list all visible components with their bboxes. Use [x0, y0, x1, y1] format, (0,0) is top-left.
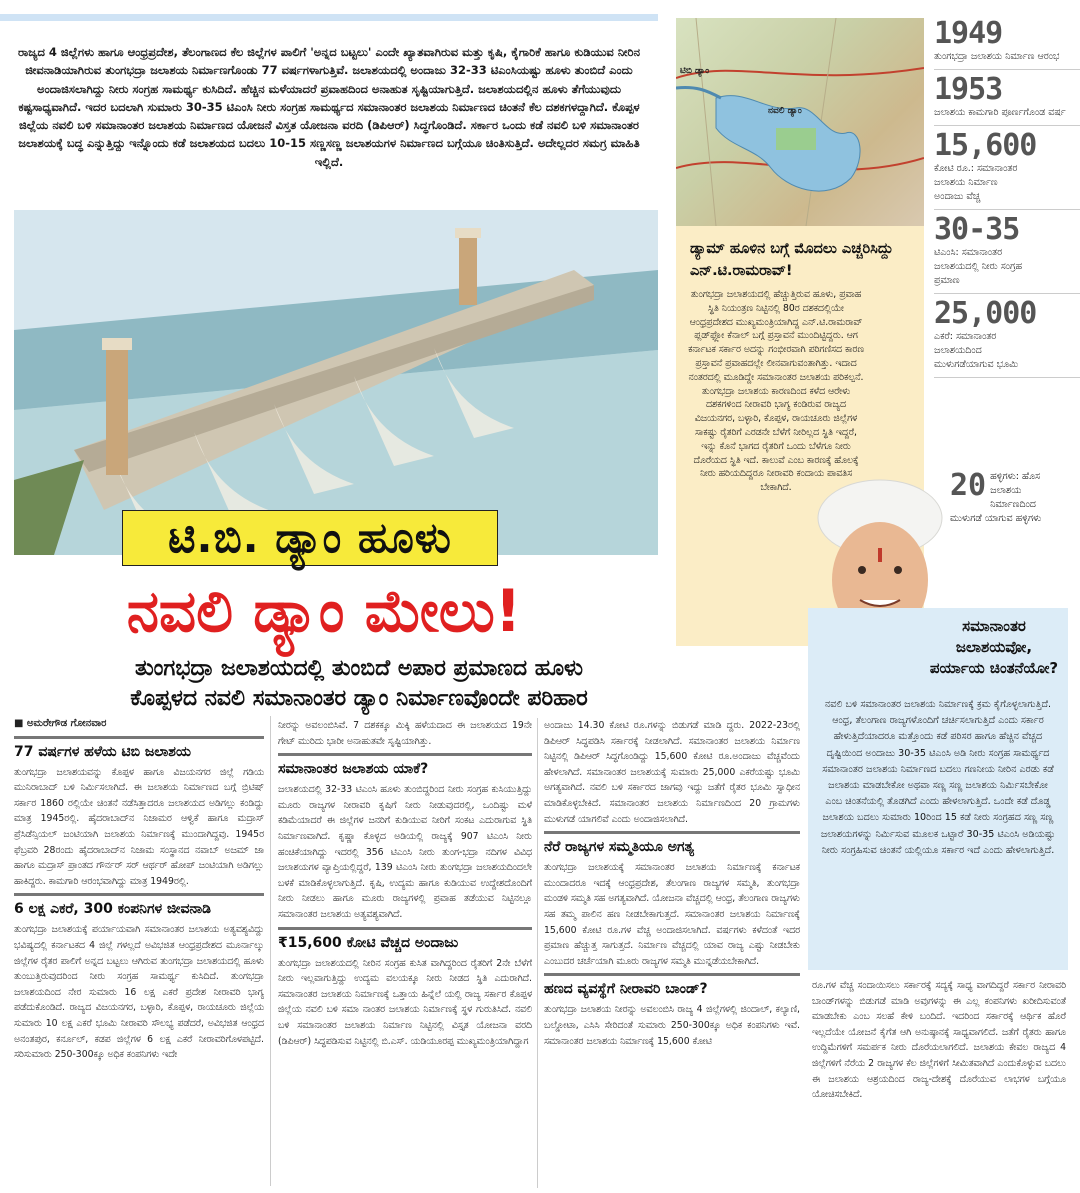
- section-heading: 6 ಲಕ್ಷ ಎಕರೆ, 300 ಕಂಪನಿಗಳ ಜೀವನಾಡಿ: [14, 893, 264, 919]
- map-illustration: [676, 18, 924, 226]
- stat-number: 25,000: [934, 296, 1037, 331]
- subhead-1: ತುಂಗಭದ್ರಾ ಜಲಾಶಯದಲ್ಲಿ ತುಂಬಿದೆ ಅಪಾರ ಪ್ರಮಾಣದ ಹೂಳು: [135, 656, 583, 681]
- stat-number: 1953: [934, 72, 1003, 107]
- stat-label: ಎಕರೆ: ಸಮಾನಾಂತರ ಜಲಾಶಯದಿಂದ ಮುಳುಗಡೆಯಾಗುವ ಭೂಮಿ: [934, 331, 1019, 370]
- paragraph: ಜಲಾಶಯದಲ್ಲಿ 32-33 ಟಿಎಂಸಿ ಹೂಳು ತುಂಬಿದ್ದರಿಂದ ನೀರು ಸಂಗ್ರಹ ಕುಸಿಯುತ್ತಿದ್ದು ಮೂರು ರಾಜ್ಯಗಳ ನೀರಾವರಿ ಕೃಷಿಗೆ ನೀರು ನೀಡುವುದರಲ್ಲಿ, ಒಂದಿಷ್ಟು ಮಳೆ ಕಡಿಮೆಯಾದರೆ ಈ ಜಿಲ್ಲೆಗಳ ಜನರಿಗೆ ಕುಡಿಯುವ ನೀರಿಗೆ ಸಂಕಟ ಎದುರಾಗುವ ಸ್ಥಿತಿ ನಿರ್ಮಾಣವಾಗಿದೆ. ಕೃಷ್ಣಾ ಕೊಳ್ಳದ ಅಡಿಯಲ್ಲಿ ರಾಜ್ಯಕ್ಕೆ 907 ಟಿಎಂಸಿ ನೀರು ಹಂಚಿಕೆಯಾಗಿದ್ದು ಇದರಲ್ಲಿ 356 ಟಿಎಂಸಿ ನೀರು ತುಂಗ-ಭದ್ರಾ ನದಿಗಳ ವಿವಿಧ ಜಲಾಶಯಗಳ ವ್ಯಾಪ್ತಿಯಲ್ಲಿದ್ದರೆ, 139 ಟಿಎಂಸಿ ನೀರು ತುಂಗಭದ್ರಾ ಜಲಾಶಯದಿಂದಲೇ ಬಳಕೆ ಮಾಡಿಕೊಳ್ಳಲಾಗುತ್ತಿದೆ. ಕೃಷಿ, ಉದ್ಯಮ ಹಾಗೂ ಕುಡಿಯುವ ಉದ್ದೇಶದೊಂದಿಗೆ ನೀರು ನೀಡಲು ಹಾಗೂ ಮೂರು ರಾಜ್ಯಗಳಲ್ಲಿ ಪ್ರವಾಹ ತಡೆಯುವ ನಿಟ್ಟಿನಲ್ಲೂ ಸಮಾನಾಂತರ ಜಲಾಶಯ ಅತ್ಯವಶ್ಯವಾಗಿದೆ.: [278, 784, 532, 920]
- stat-item: [934, 14, 1080, 70]
- main-headline: ನವಲಿ ಡ್ಯಾಂ ಮೇಲು!: [126, 577, 522, 645]
- ntr-body: ತುಂಗಭದ್ರಾ ಜಲಾಶಯದಲ್ಲಿ ಹೆಚ್ಚುತ್ತಿರುವ ಹೂಳು, ಪ್ರವಾಹ ಸ್ಥಿತಿ ನಿಯಂತ್ರಣ ನಿಟ್ಟಿನಲ್ಲಿ 80ರ ದಶಕದಲ್ಲಿಯೇ ಆಂಧ್ರಪ್ರದೇಶದ ಮುಖ್ಯಮಂತ್ರಿಯಾಗಿದ್ದ ಎನ್.ಟಿ.ರಾಮರಾವ್ ಪ್ಲಡ್‌ಫ್ಲೋ ಕೆನಾಲ್ ಬಗ್ಗೆ ಪ್ರಸ್ತಾವನೆ ಮುಂದಿಟ್ಟಿದ್ದರು. ಆಗ ಕರ್ನಾಟಕ ಸರ್ಕಾರ ಅದನ್ನು ಗಂಭೀರವಾಗಿ ಪರಿಗಣಿಸದ ಕಾರಣ ಪ್ರಸ್ತಾವನೆ ಪ್ರವಾಹದಲ್ಲೇ ಲೀನವಾಗುವಂತಾಗಿತ್ತು. ಇದಾದ ನಂತರದಲ್ಲಿ ಮೂಡಿದ್ದೇ ಸಮಾನಾಂತರ ಜಲಾಶಯ ಪರಿಕಲ್ಪನೆ. ತುಂಗಭದ್ರಾ ಜಲಾಶಯ ಕಾರಣದಿಂದ ಕಳೆದ ಆರೇಳು ದಶಕಗಳಿಂದ ನೀರಾವರಿ ಭಾಗ್ಯ ಕಂಡಿರುವ ರಾಜ್ಯದ ವಿಜಯನಗರ, ಬಳ್ಳಾರಿ, ಕೊಪ್ಪಳ, ರಾಯಚೂರು ಜಿಲ್ಲೆಗಳ ಸಾಕಷ್ಟು ರೈತರಿಗೆ ಎರಡನೇ ಬೆಳೆಗೆ ನೀರಿಲ್ಲದ ಸ್ಥಿತಿ ಇದ್ದರೆ, ಇನ್ನು ಕೊನೆ ಭಾಗದ ರೈತರಿಗೆ ಒಂದು ಬೆಳೆಗೂ ನೀರು ದೊರೆಯದ ಸ್ಥಿತಿ ಇದೆ. ಕಾಲುವೆ ಎಂಬ ಕಾರಣಕ್ಕೆ ಹೊಲಕ್ಕೆ ನೀರು ಹರಿಯದಿದ್ದರೂ ನೀರಾವರಿ ಕಂದಾಯ ಪಾವತಿಸ ಬೇಕಾಗಿದೆ.: [688, 289, 864, 494]
- dam-illustration: [14, 210, 658, 555]
- map-label-navali-dam: ನವಲಿ ಡ್ಯಾಂ: [768, 106, 802, 116]
- map-label-tb-dam: ಟಿಬಿ ಡ್ಯಾಂ: [680, 66, 710, 76]
- stat-number: 30-35: [934, 212, 1020, 247]
- parallel-reservoir-box: [808, 608, 1068, 970]
- stat-item: [934, 210, 1080, 294]
- ntr-title: ಡ್ಯಾಮ್ ಹೂಳಿನ ಬಗ್ಗೆ ಮೊದಲು ಎಚ್ಚರಿಸಿದ್ದು ಎನ್.ಟಿ.ರಾಮರಾವ್!: [690, 241, 894, 279]
- paragraph: ತುಂಗಭದ್ರಾ ಜಲಾಶಯವನ್ನು ಕೊಪ್ಪಳ ಹಾಗೂ ವಿಜಯನಗರ ಜಿಲ್ಲೆ ಗಡಿಯ ಮುನಿರಾಬಾದ್ ಬಳಿ ನಿರ್ಮಿಸಲಾಗಿದೆ. ಈ ಜಲಾಶಯ ನಿರ್ಮಾಣದ ಬಗ್ಗೆ ಬ್ರಿಟಿಷ್ ಸರ್ಕಾರ 1860 ರಲ್ಲಿಯೇ ಚಿಂತನೆ ನಡೆಸಿತ್ತಾದರೂ ಜಲಾಶಯದ ಅಡಿಗಲ್ಲು ಕಂಡಿದ್ದು ಮಾತ್ರ 1945ರಲ್ಲಿ. ಹೈದರಾಬಾದ್‌ನ ನಿಜಾಮರ ಆಳ್ವಿಕೆ ಹಾಗೂ ಮದ್ರಾಸ್ ಪ್ರೆಸಿಡೆನ್ಸಿಯಲ್ ಜಂಟಿಯಾಗಿ ಜಲಾಶಯ ನಿರ್ಮಾಣಕ್ಕೆ ಮುಂದಾಗಿದ್ದವು. 1945ರ ಫೆಬ್ರವರಿ 28ರಂದು ಹೈದರಾಬಾದ್‌ನ ನಿಜಾಮ ಸಂಸ್ಥಾನದ ನವಾಬ್ ಅಜಮ್ ಜಾ ಹಾಗೂ ಮದ್ರಾಸ್ ಪ್ರಾಂತದ ಗೌರ್ನರ್ ಸರ್ ಆರ್ಥರ್ ಹೋಪ್ ಜಂಟಿಯಾಗಿ ಅಡಿಗಲ್ಲು ಹಾಕಿದ್ದರು. ಕಾಮಗಾರಿ ಆರಂಭವಾಗಿದ್ದು ಮಾತ್ರ 1949ರಲ್ಲಿ.: [14, 766, 264, 887]
- byline: ■ ಅಮರೇಗೌಡ ಗೋನವಾರ: [14, 718, 107, 729]
- article-column-3: [544, 718, 800, 1049]
- stat-item: [934, 294, 1080, 378]
- parallel-body: ನವಲಿ ಬಳಿ ಸಮಾನಾಂತರ ಜಲಾಶಯ ನಿರ್ಮಾಣಕ್ಕೆ ಕ್ರಮ ಕೈಗೊಳ್ಳಲಾಗುತ್ತಿದೆ. ಆಂಧ್ರ, ತೆಲಂಗಾಣ ರಾಜ್ಯಗಳೊಂದಿಗೆ ಚರ್ಚಿಸಲಾಗುತ್ತಿದೆ ಎಂದು ಸರ್ಕಾರ ಹೇಳುತ್ತಿದೆಯಾದರೂ ಮತ್ತೊಂದು ಕಡೆ ಪರಿಸರ ಹಾಗೂ ಹೆಚ್ಚಿನ ವೆಚ್ಚದ ದೃಷ್ಟಿಯಿಂದ ಅಂದಾಜು 30-35 ಟಿಎಂಸಿ ಅಡಿ ನೀರು ಸಂಗ್ರಹ ಸಾಮರ್ಥ್ಯದ ಸಮಾನಾಂತರ ಜಲಾಶಯ ನಿರ್ಮಾಣದ ಬದಲು ಗಣನೀಯ ನೀರಿನ ಎರಡು ಕಡೆ ಜಲಾಶಯ ಮಾಡಬೇಕೋ ಅಥವಾ ಸಣ್ಣ ಸಣ್ಣ ಜಲಾಶಯ ನಿರ್ಮಿಸಬೇಕೋ ಎಂಬ ಚಿಂತನೆಯಲ್ಲಿ ತೊಡಗಿದೆ ಎಂದು ಹೇಳಲಾಗುತ್ತಿದೆ. ಒಂದೇ ಕಡೆ ದೊಡ್ಡ ಜಲಾಶಯ ಬದಲು ಸುಮಾರು 10ರಿಂದ 15 ಕಡೆ ನೀರು ಸಂಗ್ರಹದ ಸಣ್ಣ ಸಣ್ಣ ಜಲಾಶಯಗಳನ್ನು ನಿರ್ಮಿಸುವ ಮೂಲಕ ಒಟ್ಟಾರೆ 30-35 ಟಿಎಂಸಿ ಅಡಿಯಷ್ಟು ನೀರು ಸಂಗ್ರಹಿಸುವ ಚಿಂತನೆ ಯಲ್ಲಿಯೂ ಸರ್ಕಾರ ಇದೆ ಎಂದು ಹೇಳಲಾಗುತ್ತಿದೆ.: [820, 699, 1056, 856]
- paragraph: ತುಂಗಭದ್ರಾ ಜಲಾಶಯಕ್ಕೆ ಪರ್ಯಾಯವಾಗಿ ಸಮಾನಾಂತರ ಜಲಾಶಯ ಅತ್ಯವಶ್ಯವಿದ್ದು ಭವಿಷ್ಯದಲ್ಲಿ ಕರ್ನಾಟಕದ 4 ಜಿಲ್ಲೆ ಗಳಲ್ಲದೆ ಅವಿಭಜಿತ ಆಂಧ್ರಪ್ರದೇಶದ ಮೂರ್ನಾಲ್ಕು ಜಿಲ್ಲೆಗಳ ರೈತರ ಪಾಲಿಗೆ ಅನ್ನದ ಬಟ್ಟಲು ಆಗಿರುವ ತುಂಗಭದ್ರಾ ಜಲಾಶಯದಲ್ಲಿ ಹೂಳು ತುಂಬುತ್ತಿರುವುದರಿಂದ ನೀರು ಸಂಗ್ರಹ ಸಾಮರ್ಥ್ಯ ಕುಸಿದಿದೆ. ತುಂಗಭದ್ರಾ ಜಲಾಶಯದಿಂದ ನೇರ ಸುಮಾರು 16 ಲಕ್ಷ ಎಕರೆ ಪ್ರದೇಶ ನೀರಾವರಿ ಭಾಗ್ಯ ಪಡೆದುಕೊಂಡಿದೆ. ರಾಜ್ಯದ ವಿಜಯನಗರ, ಬಳ್ಳಾರಿ, ಕೊಪ್ಪಳ, ರಾಯಚೂರು ಜಿಲ್ಲೆಯ ಸುಮಾರು 10 ಲಕ್ಷ ಎಕರೆ ಭೂಮಿ ನೀರಾವರಿ ಸೌಲಭ್ಯ ಪಡೆದರೆ, ಅವಿಭಜಿತ ಆಂಧ್ರದ ಅನಂತಪುರ, ಕರ್ನೂಲ್, ಕಡಪ ಜಿಲ್ಲೆಗಳ 6 ಲಕ್ಷ ಎಕರೆ ನೀರಾವರಿಗೊಳಪಟ್ಟಿದೆ. ಸರಿಸುಮಾರು 250-300ಕ್ಕೂ ಅಧಿಕ ಕಂಪನಿಗಳು ಇದೇ: [14, 924, 264, 1061]
- paragraph: ನೀರನ್ನು ಅವಲಂಬಿಸಿವೆ. 7 ದಶಕಕ್ಕೂ ಮಿಕ್ಕಿ ಹಳೆಯದಾದ ಈ ಜಲಾಶಯದ 19ನೇ ಗೇಟ್ ಮುರಿದು ಭಾರೀ ಅನಾಹುತವೇ ಸೃಷ್ಟಿಯಾಗಿತ್ತು.: [278, 720, 532, 747]
- dam-photo: [14, 210, 658, 555]
- map-image: [676, 18, 924, 226]
- article-column-2: [278, 718, 532, 1049]
- subhead-2: ಕೊಪ್ಪಳದ ನವಲಿ ಸಮಾನಾಂತರ ಡ್ಯಾಂ ನಿರ್ಮಾಣವೊಂದೇ ಪರಿಹಾರ: [130, 686, 588, 711]
- paragraph: ತುಂಗಭದ್ರಾ ಜಲಾಶಯಕ್ಕೆ ಸಮಾನಾಂತರ ಜಲಾಶಯ ನಿರ್ಮಾಣಕ್ಕೆ ಕರ್ನಾಟಕ ಮುಂದಾದರೂ ಇದಕ್ಕೆ ಆಂಧ್ರಪ್ರದೇಶ, ತೆಲಂಗಾಣ ರಾಜ್ಯಗಳ ಸಮ್ಮತಿ, ತುಂಗಭದ್ರಾ ಮಂಡಳಿ ಸಮ್ಮತಿ ಸಹ ಅಗತ್ಯವಾಗಿದೆ. ಯೋಜನಾ ವೆಚ್ಚದಲ್ಲಿ ಆಂಧ್ರ, ತೆಲಂಗಾಣ ರಾಜ್ಯಗಳು ಸಹ ತಮ್ಮ ಪಾಲಿನ ಹಣ ನೀಡಬೇಕಾಗುತ್ತದೆ. ಸಮಾನಾಂತರ ಜಲಾಶಯ ನಿರ್ಮಾಣಕ್ಕೆ 15,600 ಕೋಟಿ ರೂ.ಗಳ ವೆಚ್ಚ ಅಂದಾಜಿಸಲಾಗಿದೆ. ವರ್ಷಗಳು ಕಳೆದಂತೆ ಇದರ ಪ್ರಮಾಣ ಹೆಚ್ಚುತ್ತ ಸಾಗುತ್ತದೆ. ನಿರ್ಮಾಣ ವೆಚ್ಚದಲ್ಲಿ ಯಾವ ರಾಜ್ಯ ಎಷ್ಟು ನೀಡಬೇಕು ಎಂಬುದರ ಚರ್ಚೆಯಾಗಿ ಮೂರು ರಾಜ್ಯಗಳ ಸಮ್ಮತಿ ಮುನ್ನಡೆಯಬೇಕಾಗಿದೆ.: [544, 862, 800, 967]
- stat-item: [950, 470, 1070, 526]
- stat-label: ತುಂಗಭದ್ರಾ ಜಲಾಶಯ ನಿರ್ಮಾಣ ಆರಂಭ: [934, 51, 1060, 62]
- intro-box: [0, 18, 658, 214]
- parallel-title: ಸಮಾನಾಂತರ ಜಲಾಶಯವೋ, ಪರ್ಯಾಯ ಚಿಂತನೆಯೋ?: [929, 617, 1059, 677]
- article-column-1: [14, 716, 264, 1063]
- stat-label: ಹಳ್ಳಿಗಳು: ಹೊಸ ಜಲಾಶಯ ನಿರ್ಮಾಣದಿಂದ ಮುಳುಗಡೆ ಯಾಗುವ ಹಳ್ಳಿಗಳು: [950, 471, 1042, 524]
- stat-number: 20: [950, 468, 987, 503]
- stats-column: [934, 14, 1080, 378]
- section-heading: ಹಣದ ವ್ಯವಸ್ಥೆಗೆ ನೀರಾವರಿ ಬಾಂಡ್?: [544, 973, 800, 999]
- stat-label: ಜಲಾಶಯ ಕಾಮಗಾರಿ ಪೂರ್ಣಗೊಂಡ ವರ್ಷ: [934, 107, 1066, 118]
- intro-text: ರಾಜ್ಯದ 4 ಜಿಲ್ಲೆಗಳು ಹಾಗೂ ಆಂಧ್ರಪ್ರದೇಶ, ತೆಲಂಗಾಣದ ಕೆಲ ಜಿಲ್ಲೆಗಳ ಪಾಲಿಗೆ 'ಅನ್ನದ ಬಟ್ಟಲು' ಎಂದೇ ಖ್ಯಾತವಾಗಿರುವ ಮತ್ತು ಕೃಷಿ, ಕೈಗಾರಿಕೆ ಹಾಗೂ ಕುಡಿಯುವ ನೀರಿನ ಜೀವನಾಡಿಯಾಗಿರುವ ತುಂಗಭದ್ರಾ ಜಲಾಶಯ ನಿರ್ಮಾಣಗೊಂಡು 77 ವರ್ಷಗಳಾಗುತ್ತಿವೆ. ಜಲಾಶಯದಲ್ಲಿ ಅಂದಾಜು 32-33 ಟಿಎಂಸಿಯಷ್ಟು ಹೂಳು ತುಂಬಿದೆ ಎಂದು ಅಂದಾಜಿಸಲಾಗಿದ್ದು ನೀರು ಸಂಗ್ರಹ ಸಾಮರ್ಥ್ಯ ಕುಸಿದಿದೆ. ಹೆಚ್ಚಿನ ಮಳೆಯಾದರೆ ಪ್ರವಾಹದಿಂದ ಅನಾಹುತ ಸೃಷ್ಟಿಯಾಗುತ್ತಿದೆ. ಜಲಾಶಯದಲ್ಲಿನ ಹೂಳು ತೆಗೆಯುವುದು ಕಷ್ಟಸಾಧ್ಯವಾಗಿದೆ. ಇದರ ಬದಲಾಗಿ ಸುಮಾರು 30-35 ಟಿಎಂಸಿ ನೀರು ಸಂಗ್ರಹ ಸಾಮರ್ಥ್ಯದ ಸಮಾನಾಂತರ ಜಲಾಶಯ ನಿರ್ಮಾಣದ ಚಿಂತನೆ ಕೆಲ ದಶಕಗಳದ್ದಾಗಿದೆ. ಕೊಪ್ಪಳ ಜಿಲ್ಲೆಯ ನವಲಿ ಬಳಿ ಸಮಾನಾಂತರ ಜಲಾಶಯ ನಿರ್ಮಾಣದ ಯೋಜನೆ ವಿಸ್ತತ ಯೋಜನಾ ವರದಿ (ಡಿಪಿಆರ್) ಸಿದ್ಧಗೊಂಡಿದೆ. ಸರ್ಕಾರ ಒಂದು ಕಡೆ ನವಲಿ ಬಳಿ ಸಮಾನಾಂತರ ಜಲಾಶಯಕ್ಕೆ ಬದ್ಧ ಎನ್ನುತ್ತಿದ್ದು ಇನ್ನೊಂದು ಕಡೆ ಜಲಾಶಯದ ಬದಲು 10-15 ಸಣ್ಣಸಣ್ಣ ಜಲಾಶಯಗಳ ನಿರ್ಮಾಣದ ಬಗ್ಗೆಯೂ ಚಿಂತಿಸುತ್ತಿದೆ. ಅದೇಲ್ಲದರ ಸಮಗ್ರ ಮಾಹಿತಿ ಇಲ್ಲಿದೆ.: [17, 45, 640, 169]
- paragraph: ತುಂಗಭದ್ರಾ ಜಲಾಶಯದಲ್ಲಿ ನೀರಿನ ಸಂಗ್ರಹ ಕುಸಿತ ವಾಗಿದ್ದರಿಂದ ರೈತರಿಗೆ 2ನೇ ಬೆಳೆಗೆ ನೀರು ಇಲ್ಲವಾಗುತ್ತಿದ್ದು ಉದ್ಯಮ ವಲಯಕ್ಕೂ ನೀರು ನೀಡದ ಸ್ಥಿತಿ ಎದುರಾಗಿದೆ. ಸಮಾನಾಂತರ ಜಲಾಶಯ ನಿರ್ಮಾಣಕ್ಕೆ ಒತ್ತಾಯ ಹಿನ್ನೆಲೆ ಯಲ್ಲಿ ರಾಜ್ಯ ಸರ್ಕಾರ ಕೊಪ್ಪಳ ಜಿಲ್ಲೆಯ ನವಲಿ ಬಳಿ ಸಮಾ ನಾಂತರ ಜಲಾಶಯ ನಿರ್ಮಾಣಕ್ಕೆ ಸ್ಥಳ ಗುರುತಿಸಿದೆ. ನವಲಿ ಬಳಿ ಸಮಾನಾಂತರ ಜಲಾಶಯ ನಿರ್ಮಾಣ ನಿಟ್ಟಿನಲ್ಲಿ ವಿಸ್ತೃತ ಯೋಜನಾ ವರದಿ (ಡಿಪಿಆರ್) ಸಿದ್ಧಪಡಿಸುವ ನಿಟ್ಟಿನಲ್ಲಿ ಬಿ.ಎಸ್. ಯಡಿಯೂರಪ್ಪ ಮುಖ್ಯಮಂತ್ರಿಯಾಗಿದ್ದಾಗ: [278, 957, 532, 1047]
- paragraph: ತುಂಗಭದ್ರಾ ಜಲಾಶಯ ನೀರನ್ನು ಅವಲಂಬಿಸಿ ರಾಜ್ಯ 4 ಜಿಲ್ಲೆಗಳಲ್ಲಿ ಜಿಂದಾಲ್, ಕಲ್ಯಾಣಿ, ಬಲ್ಡೋಟಾ, ಎಸಿಸಿ ಸೇರಿದಂತೆ ಸುಮಾರು 250-300ಕ್ಕೂ ಅಧಿಕ ಕಂಪನಿಗಳು ಇವೆ. ಸಮಾನಾಂತರ ಜಲಾಶಯ ನಿರ್ಮಾಣಕ್ಕೆ 15,600 ಕೋಟಿ: [544, 1004, 800, 1047]
- section-heading: 77 ವರ್ಷಗಳ ಹಳೆಯ ಟಿಬಿ ಜಲಾಶಯ: [14, 736, 264, 762]
- paragraph: ಅಂದಾಜು 14.30 ಕೋಟಿ ರೂ.ಗಳನ್ನು ಬಿಡುಗಡೆ ಮಾಡಿ ದ್ದರು. 2022-23ರಲ್ಲಿ ಡಿಪಿಆರ್ ಸಿದ್ಧಪಡಿಸಿ ಸರ್ಕಾರಕ್ಕೆ ನೀಡಲಾಗಿದೆ. ಸಮಾನಾಂತರ ಜಲಾಶಯ ನಿರ್ಮಾಣ ನಿಟ್ಟಿನಲ್ಲಿ ಡಿಪಿಆರ್ ಸಿದ್ಧಗೊಂಡಿದ್ದು 15,600 ಕೋಟಿ ರೂ.ಅಂದಾಜು ವೆಚ್ಚವೆಂದು ಹೇಳಲಾಗಿದೆ. ಸಮಾನಾಂತರ ಜಲಾಶಯಕ್ಕೆ ಸುಮಾರು 25,000 ಎಕರೆಯಷ್ಟು ಭೂಮಿ ಅಗತ್ಯವಾಗಿದೆ. ನವಲಿ ಬಳಿ ಸರ್ಕಾರದ ಜಾಗವು ಇದ್ದು ಜತೆಗೆ ರೈತರ ಭೂಮಿ ಸ್ವಾಧೀನ ಮಾಡಿಕೊಳ್ಳಬೇಕಿದೆ. ಸಮಾನಾಂತರ ಜಲಾಶಯ ನಿರ್ಮಾಣದಿಂದ 20 ಗ್ರಾಮಗಳು ಮುಳುಗಡೆ ಯಾಗಲಿವೆ ಎಂದು ಅಂದಾಜಿಸಲಾಗಿದೆ.: [544, 720, 800, 825]
- column-divider: [270, 716, 271, 1186]
- section-heading: ನೆರೆ ರಾಜ್ಯಗಳ ಸಮ್ಮತಿಯೂ ಅಗತ್ಯ: [544, 831, 800, 857]
- stat-label: ಟಿಎಂಸಿ: ಸಮಾನಾಂತರ ಜಲಾಶಯದಲ್ಲಿ ನೀರು ಸಂಗ್ರಹ ಪ್ರಮಾಣ: [934, 247, 1023, 286]
- stat-number: 1949: [934, 16, 1003, 51]
- stat-item: [934, 70, 1080, 126]
- paragraph: ರೂ.ಗಳ ವೆಚ್ಚ ಸಂದಾಯಿಸಲು ಸರ್ಕಾರಕ್ಕೆ ಸದ್ಯಕ್ಕೆ ಸಾಧ್ಯ ವಾಗದಿದ್ದರೆ ಸರ್ಕಾರ ನೀರಾವರಿ ಬಾಂಡ್‌ಗಳನ್ನು ಬಿಡುಗಡೆ ಮಾಡಿ ಅವುಗಳನ್ನು ಈ ಎಲ್ಲ ಕಂಪನಿಗಳು ಖರೀದಿಸುವಂತೆ ಮಾಡಬೇಕು ಎಂಬ ಸಲಹೆ ಕೇಳಿ ಬಂದಿದೆ. ಇದರಿಂದ ಸರ್ಕಾರಕ್ಕೆ ಆರ್ಥಿಕ ಹೊರೆ ಇಲ್ಲದೆಯೇ ಯೋಜನೆ ಕೈಗೆತ ಆಗಿ ಅನುಷ್ಠಾನಕ್ಕೆ ಸಾಧ್ಯವಾಗಲಿದೆ. ಜತೆಗೆ ರೈತರು ಹಾಗೂ ಉದ್ದಿಮೆಗಳಿಗೆ ಸಮರ್ಪಕ ನೀರು ದೊರೆಯಲಾಗಲಿದೆ. ಜಲಾಶಯ ಕೇವಲ ರಾಜ್ಯದ 4 ಜಿಲ್ಲೆಗಳಿಗೆ ನೆರೆಯ 2 ರಾಜ್ಯಗಳ ಕೆಲ ಜಿಲ್ಲೆಗಳಿಗೆ ಸೀಮಿತವಾಗಿದೆ ಎಂದುಕೊಳ್ಳುವ ಬದಲು ಈ ಜಲಾಶಯ ಆಶ್ರಯದಿಂದ ರಾಜ್ಯ-ದೇಶಕ್ಕೆ ದೊರೆಯುವ ಲಾಭಗಳ ಬಗ್ಗೆಯೂ ಯೋಚಿಸಬೇಕಿದೆ.: [812, 980, 1066, 1101]
- stat-item: [934, 126, 1080, 210]
- band-title: ಟಿ.ಬಿ. ಡ್ಯಾಂ ಹೂಳು: [122, 510, 498, 566]
- stat-number: 15,600: [934, 128, 1037, 163]
- column-divider: [537, 718, 538, 1188]
- section-heading: ₹15,600 ಕೋಟಿ ವೆಚ್ಚದ ಅಂದಾಜು: [278, 927, 532, 953]
- section-heading: ಸಮಾನಾಂತರ ಜಲಾಶಯ ಯಾಕೆ?: [278, 753, 532, 779]
- article-column-4: [812, 978, 1066, 1103]
- stat-label: ಕೋಟಿ ರೂ.: ಸಮಾನಾಂತರ ಜಲಾಶಯ ನಿರ್ಮಾಣ ಅಂದಾಜು ವೆಚ್ಚ: [934, 163, 1018, 202]
